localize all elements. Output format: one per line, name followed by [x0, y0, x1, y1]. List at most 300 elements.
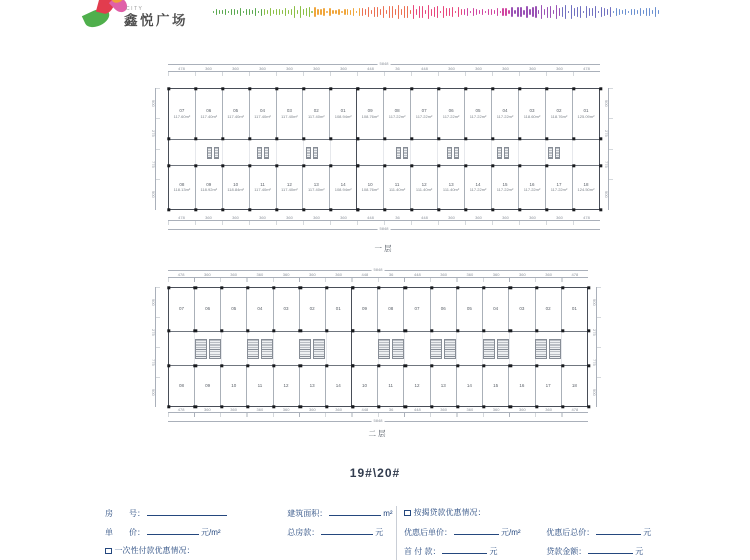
column-dot [167, 137, 170, 140]
waveform-bar [240, 8, 241, 15]
column-dot [194, 208, 197, 211]
waveform-bar [365, 9, 366, 15]
area-unit: m² [383, 509, 393, 518]
loan-amount-unit: 元 [635, 547, 644, 556]
waveform-bar [500, 11, 501, 14]
waveform-bar [577, 7, 578, 16]
waveform-bar [252, 10, 253, 14]
sheet-title: 19#\20# [349, 466, 401, 480]
unit-price-unit: 元/m² [201, 528, 221, 537]
waveform-bar [288, 10, 289, 14]
waveform-bar [395, 9, 396, 15]
column-dot [456, 364, 459, 367]
form-row [105, 546, 393, 560]
waveform-bar [491, 9, 492, 15]
waveform-bar [505, 8, 506, 16]
waveform-bar [520, 7, 521, 17]
column-dot [482, 329, 485, 332]
waveform-bar [646, 8, 647, 16]
column-dot [167, 286, 170, 289]
waveform-bar [413, 5, 414, 20]
waveform-bar [568, 11, 569, 14]
unit-cell: 09 108.76m² [357, 89, 384, 139]
waveform-bar [440, 11, 441, 14]
column-dot [356, 137, 359, 140]
waveform-bar [544, 9, 545, 16]
unit-cell: 12 117.40m² [277, 166, 304, 209]
column-dot [518, 87, 521, 90]
column-dot [430, 329, 433, 332]
waveform-bar [270, 8, 271, 16]
waveform-bar [619, 9, 620, 15]
down-payment-label: 首 付 款： [404, 547, 441, 556]
stair-icon [378, 339, 404, 359]
column-dot [545, 137, 548, 140]
waveform-bar [529, 9, 530, 14]
waveform-bar [311, 11, 312, 14]
unit-cell: 01 [335, 306, 341, 312]
waveform-bar [326, 11, 327, 13]
discount-total-unit: 元 [643, 528, 652, 537]
waveform-bar [398, 5, 399, 19]
column-dot [272, 364, 275, 367]
column-dot [404, 329, 407, 332]
column-dot [325, 286, 328, 289]
waveform-bar [458, 7, 459, 17]
dimension-strip-left: 900 275 775 900 [155, 88, 160, 210]
column-dot [491, 164, 494, 167]
column-dot [275, 208, 278, 211]
stair-icon [535, 339, 561, 359]
waveform-bar [383, 6, 384, 19]
column-dot [599, 164, 602, 167]
stair-icon [497, 147, 509, 159]
waveform-bar [273, 10, 274, 13]
waveform-bar [470, 11, 471, 13]
waveform-bar [598, 11, 599, 13]
unit-cell: 06 117.22m² [438, 89, 465, 139]
waveform-bar [482, 9, 483, 15]
unit-cell: 07 [404, 288, 430, 331]
column-dot [437, 137, 440, 140]
column-dot [302, 87, 305, 90]
waveform-bar [526, 6, 527, 19]
column-dot [329, 164, 332, 167]
waveform-bar [452, 7, 453, 18]
unit-cell: 08 [169, 366, 195, 406]
waveform-bar [279, 9, 280, 16]
column-dot [167, 208, 170, 211]
column-dot [572, 137, 575, 140]
total-price-unit: 元 [375, 528, 384, 537]
unit-cell: 15 [483, 366, 509, 406]
column-dot [329, 87, 332, 90]
unit-cell: 14 108.94m² [334, 181, 352, 193]
dimension-strip-top: 478 360 360 360 360 360 360 448 36 448 360 360 360 360 360 478 [168, 277, 588, 282]
waveform-bar [291, 9, 292, 15]
unit-cell: 11 [378, 366, 404, 406]
waveform-bar [538, 10, 539, 15]
waveform-bar [508, 10, 509, 15]
waveform-bar [607, 9, 608, 15]
stair-band [169, 139, 356, 166]
unit-cell: 04 [247, 288, 273, 331]
waveform-bar [225, 9, 226, 15]
dimension-strip-left: 900 275 775 900 [155, 287, 160, 407]
waveform-bar [601, 7, 602, 17]
form-row [404, 508, 651, 527]
area-input[interactable] [329, 508, 381, 516]
column-dot [509, 364, 512, 367]
column-dot [221, 164, 224, 167]
discount-unit-price-input[interactable] [454, 527, 499, 535]
waveform-bar [541, 5, 542, 19]
column-dot [545, 208, 548, 211]
dimension-total: 5848 [168, 270, 588, 272]
room-no-label: 房 号： [105, 509, 145, 518]
waveform-bar [625, 9, 626, 16]
waveform-bar [652, 10, 653, 14]
floor-plan-level-2 [138, 268, 620, 442]
column-dot [351, 329, 354, 332]
column-dot [351, 364, 354, 367]
column-dot [404, 364, 407, 367]
waveform-bar [631, 9, 632, 15]
column-dot [356, 164, 359, 167]
column-dot [518, 137, 521, 140]
dimension-strip-top: 478 360 360 360 360 360 360 448 36 448 360 360 360 360 360 478 [168, 71, 600, 76]
column-dot [329, 208, 332, 211]
waveform-bar [479, 10, 480, 14]
waveform-bar [374, 7, 375, 18]
room-no-input[interactable] [147, 508, 227, 516]
waveform-bar [637, 10, 638, 14]
column-dot [482, 286, 485, 289]
waveform-bar [464, 9, 465, 15]
waveform-bar [488, 9, 489, 15]
waveform-bar [425, 10, 426, 14]
dimension-strip-bottom: 478 360 360 360 360 360 360 448 36 448 360 360 360 360 360 478 [168, 220, 600, 225]
waveform-bar [341, 11, 342, 13]
column-dot [299, 329, 302, 332]
waveform-bar [237, 10, 238, 14]
unit-cell: 08 118.13m² [169, 166, 196, 209]
unit-price-input[interactable] [147, 527, 199, 535]
column-dot [572, 87, 575, 90]
stair-icon [299, 339, 325, 359]
column-dot [275, 137, 278, 140]
stair-band [352, 331, 587, 366]
unit-cell: 05 [221, 288, 247, 331]
column-dot [221, 137, 224, 140]
column-dot [430, 364, 433, 367]
waveform-bar [294, 6, 295, 18]
discount-unit-price-label: 优惠后单价： [404, 528, 452, 537]
dimension-strip-right: 900 275 775 900 [608, 88, 613, 210]
column-dot [509, 329, 512, 332]
column-dot [561, 329, 564, 332]
waveform-bar [306, 8, 307, 17]
waveform-bar [261, 9, 262, 16]
waveform-bar [234, 9, 235, 14]
cash-payment-form [105, 508, 393, 560]
waveform-bar [610, 7, 611, 16]
waveform-bar [255, 8, 256, 16]
column-dot [194, 364, 197, 367]
column-dot [410, 164, 413, 167]
column-dot [599, 208, 602, 211]
waveform-bar [410, 10, 411, 15]
down-payment-input[interactable] [442, 546, 487, 554]
waveform-bar [514, 10, 515, 14]
waveform-bar [428, 5, 429, 19]
stair-icon [548, 147, 560, 159]
waveform-bar [317, 9, 318, 15]
stair-icon [195, 339, 221, 359]
unit-cell: 08 [378, 288, 404, 331]
column-dot [518, 164, 521, 167]
mortgage-checkbox[interactable] [404, 510, 411, 517]
waveform-bar [497, 8, 498, 16]
column-dot [464, 208, 467, 211]
waveform-bar [634, 9, 635, 15]
column-dot [246, 364, 249, 367]
waveform-bar [213, 11, 214, 13]
waveform-bar [389, 6, 390, 18]
waveform-bar [550, 6, 551, 19]
column-dot [194, 329, 197, 332]
waveform-bar [344, 9, 345, 16]
waveform-bar [309, 7, 310, 17]
brand-name: 鑫悦广场 [124, 13, 188, 28]
stair-icon [306, 147, 318, 159]
dimension-total: 5848 [168, 64, 600, 66]
waveform-bar [407, 6, 408, 18]
column-dot [194, 137, 197, 140]
waveform-bar [443, 6, 444, 18]
discount-total-label: 优惠后总价： [546, 528, 595, 537]
building-1 [169, 288, 352, 406]
stair-icon [430, 339, 456, 359]
waveform-bar [640, 8, 641, 16]
waveform-bar [323, 8, 324, 16]
discount-unit-price-unit: 元/m² [501, 528, 521, 537]
column-dot [383, 164, 386, 167]
unit-cell: 05 117.22m² [465, 89, 492, 139]
floor-caption: 二层 [368, 429, 388, 438]
unit-cell: 14 117.22m² [465, 166, 492, 209]
column-dot [275, 164, 278, 167]
unit-cell: 17 [536, 366, 562, 406]
column-dot [572, 164, 575, 167]
waveform-bar [494, 10, 495, 14]
column-dot [404, 286, 407, 289]
unit-cell: 06 117.40m² [196, 89, 223, 139]
column-dot [377, 329, 380, 332]
unit-cell: 03 [509, 288, 535, 331]
waveform-bar [219, 10, 220, 14]
waveform-bar [356, 11, 357, 13]
waveform-bar [649, 8, 650, 16]
waveform-bar [258, 11, 259, 14]
unit-cell: 09 [352, 288, 378, 331]
column-dot [491, 87, 494, 90]
waveform-bar [535, 6, 536, 18]
column-dot [509, 286, 512, 289]
column-dot [545, 164, 548, 167]
column-dot [377, 364, 380, 367]
loan-amount-input[interactable] [588, 546, 633, 554]
column-dot [561, 364, 564, 367]
column-dot [275, 87, 278, 90]
column-dot [167, 87, 170, 90]
column-dot [194, 286, 197, 289]
waveform-bar [249, 9, 250, 15]
column-dot [167, 164, 170, 167]
waveform-bar [613, 11, 614, 13]
unit-cell: 18 124.50m² [577, 181, 595, 193]
column-dot [246, 286, 249, 289]
waveform-bar [300, 6, 301, 18]
waveform-bar [476, 9, 477, 14]
waveform-bar [267, 10, 268, 14]
waveform-bar [380, 9, 381, 15]
down-payment-unit: 元 [489, 547, 498, 556]
column-dot [167, 364, 170, 367]
dimension-total: 5848 [168, 421, 588, 423]
unit-cell: 03 [274, 288, 300, 331]
column-dot [383, 137, 386, 140]
waveform-bar [437, 6, 438, 18]
building-outline [168, 88, 600, 210]
column-dot [437, 164, 440, 167]
waveform-bar [216, 9, 217, 14]
waveform-bar [228, 11, 229, 13]
column-dot [246, 329, 249, 332]
column-dot [456, 329, 459, 332]
waveform-bar [556, 5, 557, 19]
waveform-bar [583, 11, 584, 13]
unit-cell: 13 117.40m² [303, 166, 330, 209]
waveform-bar [362, 8, 363, 15]
waveform-bar [276, 9, 277, 16]
column-dot [221, 208, 224, 211]
waveform-bar [547, 7, 548, 18]
column-dot [456, 286, 459, 289]
unit-cell: 13 [300, 366, 326, 406]
waveform-bar [517, 7, 518, 17]
waveform-bar [467, 8, 468, 17]
total-price-input[interactable] [321, 527, 373, 535]
stair-icon [257, 147, 269, 159]
column-dot [167, 329, 170, 332]
unit-cell: 18 [571, 382, 577, 388]
column-dot [302, 137, 305, 140]
waveform-bar [297, 10, 298, 14]
waveform-bar [595, 6, 596, 17]
building-2 [357, 89, 599, 209]
waveform-decoration [213, 4, 661, 20]
mortgage-form [404, 508, 651, 560]
unit-cell: 01 [571, 306, 577, 312]
unit-cell: 05 117.40m² [223, 89, 250, 139]
waveform-bar [338, 9, 339, 15]
waveform-bar [449, 8, 450, 16]
column-dot [587, 329, 590, 332]
floor-caption: 一层 [374, 244, 394, 253]
form-row [404, 546, 651, 560]
column-dot [248, 208, 251, 211]
waveform-bar [586, 6, 587, 18]
waveform-bar [332, 10, 333, 15]
waveform-bar [353, 8, 354, 16]
waveform-bar [628, 11, 629, 13]
unit-cell: 17 117.22m² [546, 166, 573, 209]
building-1 [169, 89, 357, 209]
column-dot [302, 208, 305, 211]
unit-cell: 06 [195, 288, 221, 331]
waveform-bar [320, 9, 321, 16]
waveform-bar [222, 10, 223, 14]
waveform-bar [303, 9, 304, 15]
stair-icon [447, 147, 459, 159]
unit-cell: 11 [247, 366, 273, 406]
loan-amount-label: 贷款金额： [546, 547, 587, 556]
waveform-bar [246, 9, 247, 16]
column-dot [356, 208, 359, 211]
column-dot [325, 329, 328, 332]
column-dot [572, 208, 575, 211]
waveform-bar [392, 6, 393, 17]
waveform-bar [473, 8, 474, 16]
onetime-payment-checkbox[interactable] [105, 548, 112, 555]
waveform-bar [571, 5, 572, 19]
waveform-bar [371, 10, 372, 13]
waveform-bar [434, 7, 435, 17]
stair-icon [396, 147, 408, 159]
unit-cell: 10 118.84m² [223, 166, 250, 209]
waveform-bar [565, 5, 566, 18]
discount-total-input[interactable] [596, 527, 641, 535]
column-dot [599, 87, 602, 90]
column-dot [535, 329, 538, 332]
unit-cell: 13 111.40m² [438, 166, 465, 209]
waveform-bar [532, 7, 533, 18]
unit-cell: 08 117.22m² [384, 89, 411, 139]
column-dot [299, 364, 302, 367]
column-dot [587, 286, 590, 289]
waveform-bar [461, 9, 462, 16]
waveform-bar [431, 9, 432, 16]
unit-cell: 02 [300, 288, 326, 331]
building-2 [352, 288, 587, 406]
dimension-strip-right: 900 275 775 900 [596, 287, 601, 407]
column-dot [220, 286, 223, 289]
unit-cell: 01 125.09m² [577, 108, 595, 119]
unit-cell: 06 [431, 288, 457, 331]
unit-cell: 10 [221, 366, 247, 406]
waveform-bar [285, 8, 286, 16]
column-dot [410, 87, 413, 90]
unit-cell: 03 117.40m² [277, 89, 304, 139]
column-dot [248, 87, 251, 90]
brand-city-text: CITY [126, 6, 144, 12]
stair-icon [247, 339, 273, 359]
waveform-bar [264, 9, 265, 16]
column-dot [535, 286, 538, 289]
brand-logo [82, 0, 212, 42]
waveform-bar [559, 8, 560, 16]
